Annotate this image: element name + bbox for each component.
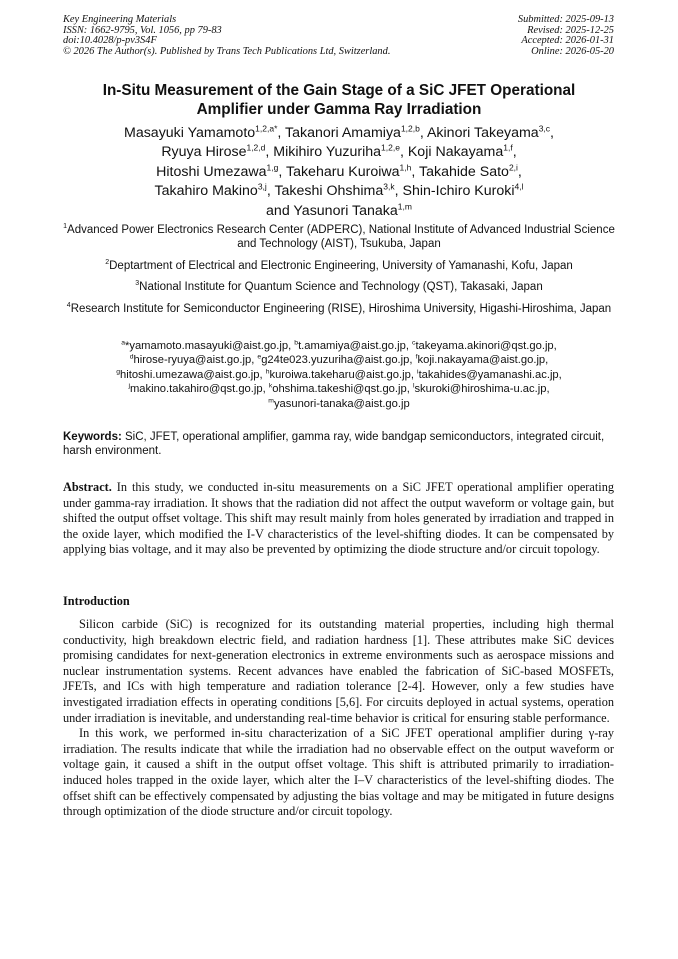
author-affil-marker: 3,j	[257, 181, 267, 192]
author-name: Akinori Takeyama	[426, 125, 539, 141]
author-name: Takeshi Ohshima	[274, 183, 384, 200]
keywords	[63, 430, 614, 459]
affiliation-number: 3	[135, 280, 140, 288]
affiliation-text: Research Institute for Semiconductor Engineering (RISE), Hiroshima University, Higashi-Hiroshima, Japan	[70, 302, 612, 315]
author-separator: ,	[419, 125, 427, 141]
email-marker: i	[417, 368, 419, 376]
author-list	[40, 124, 638, 221]
email-marker: j	[128, 382, 130, 390]
email-marker: e	[257, 353, 262, 361]
affiliation-text: National Institute for Quantum Science and Technology (QST), Takasaki, Japan	[139, 281, 543, 294]
author-affil-marker: 4,l	[514, 181, 524, 192]
email-line: $^j$makino.takahiro@qst.go.jp, $^k$ohshima.takeshi@qst.go.jp, $^l$skuroki@hiroshima-u.ac.jp,	[128, 382, 550, 396]
affiliation	[62, 223, 616, 252]
email-address: kuroiwa.takeharu@aist.go.jp	[269, 368, 411, 381]
email-address: yasunori-tanaka@aist.go.jp	[273, 397, 410, 410]
email-line: $^d$hirose-ryuya@aist.go.jp, $^e$g24te023.yuzuriha@aist.go.jp, $^f$koji.nakayama@aist.go.jp,	[129, 353, 549, 367]
author-affil-marker: 1,2,a*	[255, 123, 278, 134]
affiliation	[62, 302, 616, 316]
email-address: *yamamoto.masayuki@aist.go.jp	[125, 340, 289, 352]
author-affil-marker: 1,2,e	[381, 142, 400, 153]
author-affil-marker: 1,f	[503, 142, 513, 153]
accepted-date: Accepted: 2026-01-31	[521, 35, 614, 47]
affiliation-text: Advanced Power Electronics Research Center (ADPERC), National Institute of Advanced Industrial Science and Technology (AIST), Tsukuba, Japan	[67, 224, 615, 251]
email-address: skuroki@hiroshima-u.ac.jp	[414, 383, 547, 396]
affiliation	[62, 280, 616, 294]
author-name: Masayuki Yamamoto	[124, 125, 256, 141]
author-name: Takahide Sato	[419, 163, 509, 180]
journal-info	[63, 15, 390, 57]
author-name: Hitoshi Umezawa	[156, 163, 267, 180]
submitted-date: Submitted: 2025-09-13	[517, 14, 614, 25]
email-address: koji.nakayama@aist.go.jp	[417, 354, 546, 367]
email-address: ohshima.takeshi@qst.go.jp	[272, 383, 407, 396]
email-marker: b	[294, 339, 299, 347]
online-date: Online: 2026-05-20	[531, 45, 614, 57]
author-line	[40, 202, 638, 221]
email-address: g24te023.yuzuriha@aist.go.jp	[261, 354, 410, 367]
email-marker: f	[415, 353, 418, 361]
author-separator: ,	[411, 163, 420, 180]
abstract-text: In this study, we conducted in-situ measurements on a SiC JFET operational amplifier operating under gamma-ray irradiation. It shows that the radiation did not affect the output waveform or voltage gain, but shifted the output offset voltage. This shift may result mainly from holes generated by irradiation and trapped in the oxide layer, which modified the I-V characteristics of the level-shifting diodes. It can be compensated by applying bias voltage, and it may also be prevented by optimizing the diode structure and/or circuit topology.	[63, 480, 614, 557]
title-line: Amplifier under Gamma Ray Irradiation	[196, 101, 482, 118]
affiliation	[62, 259, 616, 273]
author-separator: ,	[512, 144, 517, 161]
author-name: Koji Nakayama	[407, 144, 504, 161]
email-marker: m	[268, 396, 274, 404]
affiliation-text: Deptartment of Electrical and Electronic Engineering, University of Yamanashi, Kofu, Japan	[109, 259, 573, 272]
keywords-label: Keywords:	[63, 431, 122, 443]
email-marker: a	[121, 339, 125, 347]
author-affil-marker: 3,c	[538, 123, 551, 134]
abstract	[63, 480, 614, 558]
copyright-notice: © 2026 The Author(s). Published by Trans Tech Publications Ltd, Switzerland.	[63, 45, 391, 57]
author-affil-marker: 1,h	[399, 162, 412, 173]
author-name: Takanori Amamiya	[285, 125, 401, 141]
author-name: Takahiro Makino	[154, 183, 258, 200]
author-separator: ,	[550, 125, 554, 141]
journal-issn: ISSN: 1662-9795, Vol. 1056, pp 79-83	[63, 24, 222, 36]
author-line	[40, 143, 638, 162]
affiliation-number: 4	[66, 301, 71, 309]
email-list	[52, 339, 626, 411]
author-separator: ,	[399, 144, 408, 161]
email-address: makino.takahiro@qst.go.jp	[129, 383, 263, 396]
author-separator: ,	[394, 183, 403, 200]
author-name: Ryuya Hirose	[161, 144, 247, 161]
author-affil-marker: 1,g	[266, 162, 279, 173]
email-address: hirose-ryuya@aist.go.jp	[133, 354, 252, 367]
email-line: $^a$*yamamoto.masayuki@aist.go.jp, $^b$t.amamiya@aist.go.jp, $^c$takeyama.akinori@qst.go.jp,	[121, 339, 557, 352]
journal-doi: doi:10.4028/p-pv3S4F	[63, 35, 157, 47]
author-affil-marker: 2,i	[508, 162, 518, 173]
affiliation-list	[62, 223, 616, 323]
body-paragraph: In this work, we performed in-situ characterization of a SiC JFET operational amplifier during γ-ray irradiation. The results indicate that while the irradiation had no observable effect on the output waveform or voltage gain, it caused a shift in the output offset voltage. This shift is attributed primarily to irradiation-induced holes trapped in the oxide layer, which alter the I–V characteristics of the level-shifting diodes. The offset shift can be effectively compensated by adjusting the bias voltage and may be mitigated in future designs through optimization of the diode structure and/or circuit topology.	[63, 726, 614, 819]
paper-title	[40, 81, 638, 119]
email-address: hitoshi.umezawa@aist.go.jp	[120, 368, 260, 381]
section-heading-introduction: Introduction	[63, 594, 130, 608]
author-affil-marker: 1,2,d	[246, 142, 266, 153]
email-marker: d	[129, 353, 134, 361]
email-marker: l	[412, 382, 415, 390]
author-separator: ,	[278, 163, 286, 180]
body-paragraph: Silicon carbide (SiC) is recognized for its outstanding material properties, including high thermal conductivity, high breakdown electric field, and radiation hardness [1]. These attributes make SiC devices promising candidates for next-generation electronics in extreme environments such as aerospace missions and nuclear instrumentation systems. Recent advances have enabled the fabrication of SiC-based MOSFETs, JFETs, and ICs with high temperature and radiation tolerance [2-4]. However, only a few studies have investigated irradiation effects in operating conditions [5,6]. For circuits deployed in actual systems, operation under irradiation is inevitable, and understanding real-time behavior is critical for ensuring stable performance.	[63, 617, 614, 725]
publication-dates	[518, 15, 614, 57]
author-name: and Yasunori Tanaka	[266, 202, 398, 219]
email-marker: c	[412, 339, 416, 347]
email-address: takahides@yamanashi.ac.jp	[418, 368, 559, 381]
author-name: Takeharu Kuroiwa	[285, 163, 400, 180]
author-separator: ,	[265, 144, 274, 161]
affiliation-number: 2	[105, 258, 110, 266]
author-affil-marker: 3,k	[383, 181, 395, 192]
email-address: takeyama.akinori@qst.go.jp	[415, 340, 554, 352]
email-marker: k	[268, 382, 273, 390]
revised-date: Revised: 2025-12-25	[527, 24, 614, 36]
author-affil-marker: 1,m	[397, 200, 412, 211]
email-line	[52, 397, 626, 411]
author-name: Shin-Ichiro Kuroki	[402, 183, 515, 200]
affiliation-number: 1	[63, 223, 68, 231]
email-marker: g	[116, 368, 121, 376]
author-separator: ,	[277, 125, 286, 141]
email-marker: h	[265, 368, 270, 376]
author-line	[40, 163, 638, 182]
abstract-label: Abstract.	[63, 480, 112, 494]
keywords-text: SiC, JFET, operational amplifier, gamma ray, wide bandgap semiconductors, integrated circuit, harsh environment.	[63, 431, 605, 458]
author-name: Mikihiro Yuzuriha	[273, 144, 382, 161]
author-separator: ,	[517, 163, 522, 180]
author-line	[40, 124, 638, 143]
journal-name: Key Engineering Materials	[63, 14, 177, 25]
author-affil-marker: 1,2,b	[400, 123, 420, 134]
introduction-body	[63, 617, 614, 820]
author-separator: ,	[266, 183, 275, 200]
title-line: In-Situ Measurement of the Gain Stage of a SiC JFET Operational	[102, 82, 576, 99]
email-line: $^g$hitoshi.umezawa@aist.go.jp, $^h$kuroiwa.takeharu@aist.go.jp, $^i$takahides@yamanashi.ac.jp,	[116, 368, 562, 381]
author-line	[40, 182, 638, 201]
email-address: t.amamiya@aist.go.jp	[298, 340, 406, 352]
